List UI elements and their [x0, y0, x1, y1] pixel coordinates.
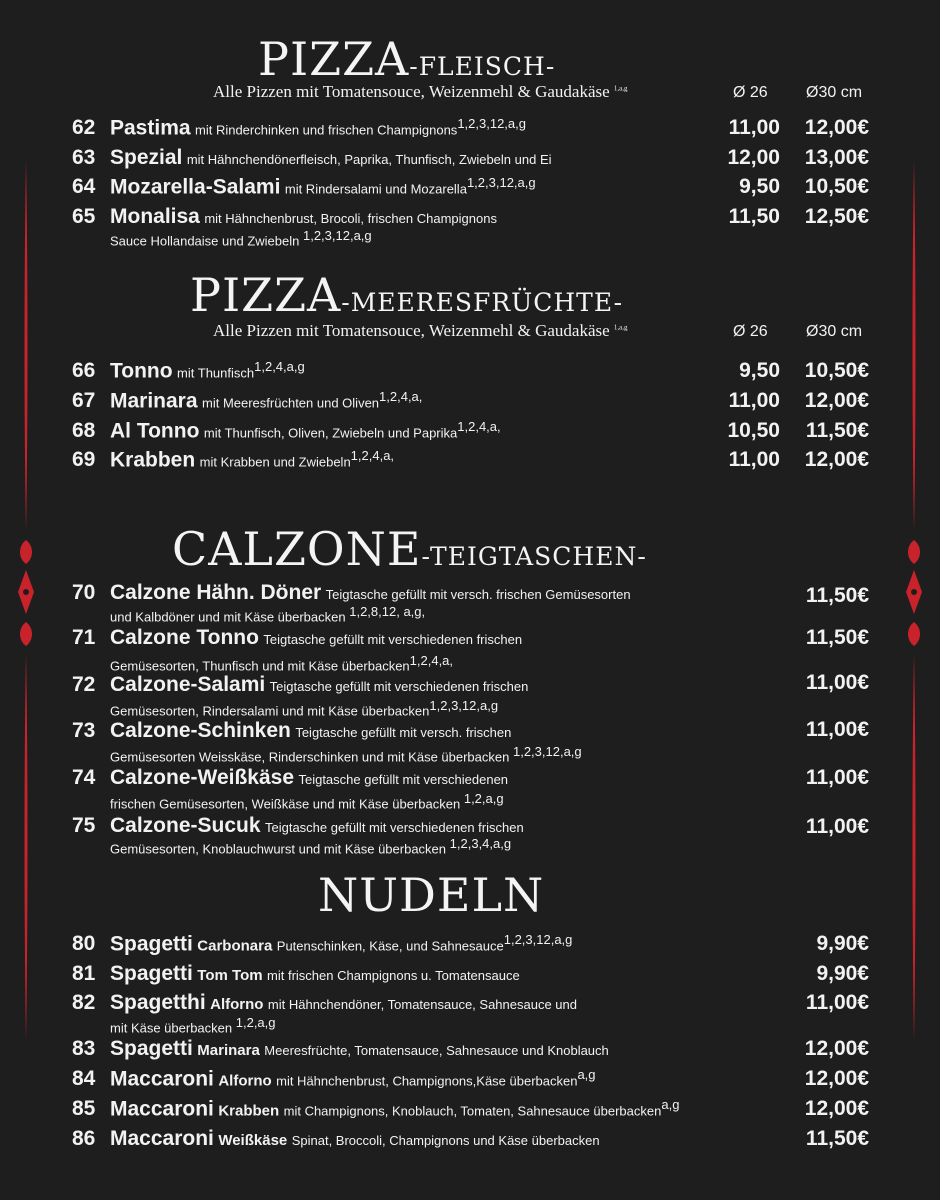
section-title-main: CALZONE [172, 522, 422, 576]
item-number: 83 [72, 1037, 96, 1060]
item-description: Meeresfrüchte, Tomatensauce, Sahnesauce und Knoblauch [264, 1043, 609, 1058]
item-number: 70 [72, 581, 96, 604]
item-name: Mozarella-Salami [110, 175, 281, 199]
item-description: mit Meeresfrüchten und Oliven [202, 395, 380, 411]
item-number: 68 [72, 419, 96, 442]
item-description: Teigtasche gefüllt mit versch. frischen [295, 725, 512, 740]
item-price: 9,90€ [816, 962, 869, 985]
item-description: mit Rindersalami und Mozarella [284, 181, 467, 197]
price-30: 10,50€ [804, 175, 869, 198]
item-price: 11,00€ [805, 991, 869, 1014]
section-subtitle [213, 82, 628, 102]
price-26: 9,50 [739, 359, 780, 382]
item-name: Spagetthi [110, 991, 206, 1014]
item-name: Spagetti [110, 1037, 193, 1060]
item-description-cont: mit Käse überbacken [110, 1020, 233, 1036]
item-allergens: 1,2,4,a, [379, 389, 423, 404]
subtitle-allergens: 1,a,g [613, 323, 628, 332]
size-label-30: Ø30 cm [806, 84, 863, 101]
item-description-line2 [110, 1015, 276, 1035]
item-number: 67 [72, 389, 96, 412]
size-label-26: Ø 26 [733, 84, 768, 101]
item-description: mit Hähnchendöner, Tomatensauce, Sahnesauce und [267, 997, 577, 1012]
item-price: 11,00€ [805, 671, 869, 694]
item-name: Krabben [110, 448, 196, 472]
item-price: 12,00€ [804, 1097, 869, 1120]
subtitle-text: Alle Pizzen mit Tomatensouce, Weizenmehl & Gaudakäse [213, 321, 610, 340]
item-name: Maccaroni [110, 1097, 214, 1121]
price-30: 11,50€ [805, 419, 869, 442]
item-allergens: 1,2,4,a, [457, 419, 501, 434]
item-name: Calzone-Weißkäse [110, 766, 295, 789]
price-30: 12,00€ [804, 448, 869, 471]
decorative-ornament-left [14, 160, 38, 1040]
size-label-30: Ø30 cm [806, 323, 863, 340]
section-title-main: PIZZA [258, 32, 410, 86]
item-allergens: 1,2,3,12,a,g [503, 932, 573, 947]
price-26: 9,50 [739, 175, 780, 198]
price-26: 12,00 [727, 146, 780, 169]
decorative-ornament-right [902, 160, 926, 1040]
item-price: 12,00€ [804, 1037, 869, 1060]
item-price: 11,00€ [805, 815, 869, 838]
item-number: 85 [72, 1097, 96, 1120]
item-description-cont: und Kalbdöner und mit Käse überbacken [110, 609, 346, 625]
item-number: 71 [72, 626, 96, 649]
item-variant: Alforno [218, 1072, 272, 1090]
item-description-cont: Sauce Hollandaise und Zwiebeln [110, 233, 300, 249]
item-allergens: 1,2,3,12,a,g [457, 116, 526, 131]
price-26: 11,00 [728, 389, 780, 412]
item-price: 11,00€ [805, 766, 869, 789]
item-description: mit Rinderchinken und frischen Champignons [195, 122, 458, 138]
item-description-cont: Gemüsesorten, Thunfisch und mit Käse überbacken [110, 658, 410, 674]
item-description-line2 [110, 698, 498, 718]
section-title-sub: -FLEISCH- [409, 52, 556, 81]
item-allergens: a,g [577, 1067, 596, 1082]
item-allergens: 1,2,3,12,a,g [512, 744, 582, 759]
item-name: Calzone Hähn. Döner [110, 581, 322, 604]
item-number: 72 [72, 673, 96, 696]
item-name: Monalisa [110, 205, 200, 228]
item-name: Spagetti [110, 932, 193, 956]
item-allergens: 1,2,a,g [235, 1015, 276, 1030]
item-name: Al Tonno [110, 419, 200, 443]
item-description-line2 [110, 604, 425, 624]
item-number: 69 [72, 448, 96, 471]
item-number: 84 [72, 1067, 96, 1090]
item-name: Tonno [110, 359, 173, 383]
section-title [172, 522, 647, 576]
section-title-main: NUDELN [318, 868, 545, 922]
price-26: 11,50 [728, 205, 780, 228]
item-description: Teigtasche gefüllt mit verschiedenen frischen [269, 679, 529, 694]
section-subtitle [213, 321, 628, 341]
item-number: 75 [72, 814, 96, 837]
item-allergens: 1,2,8,12, a,g, [349, 604, 426, 619]
item-number: 80 [72, 932, 96, 955]
section-title-sub: -MEERESFRÜCHTE- [341, 288, 624, 317]
item-description: Teigtasche gefüllt mit verschiedenen frischen [263, 632, 523, 647]
section-title-main: PIZZA [190, 268, 342, 322]
section-title [190, 268, 623, 322]
item-name: Maccaroni [110, 1127, 214, 1150]
item-number: 63 [72, 146, 96, 169]
item-description: mit Hähnchenbrust, Champignons,Käse überbacken [276, 1073, 578, 1089]
item-price: 11,50€ [805, 1127, 869, 1150]
item-number: 65 [72, 205, 96, 228]
item-description: Spinat, Broccoli, Champignons und Käse überbacken [291, 1133, 600, 1148]
item-description: mit Hähnchendönerfleisch, Paprika, Thunfisch, Zwiebeln und Ei [186, 152, 552, 167]
item-name: Calzone-Schinken [110, 719, 291, 742]
item-allergens: 1,2,3,4,a,g [449, 836, 512, 851]
item-allergens: 1,2,4,a, [350, 448, 395, 463]
item-description-line2 [110, 836, 511, 856]
item-price: 9,90€ [816, 932, 869, 955]
section-title-sub: -TEIGTASCHEN- [421, 542, 647, 571]
item-number: 82 [72, 991, 96, 1014]
item-number: 74 [72, 766, 96, 789]
item-name: Calzone-Sucuk [110, 814, 261, 837]
price-26: 10,50 [727, 419, 780, 442]
section-title [318, 868, 544, 922]
item-price: 11,50€ [805, 626, 869, 649]
section-title [258, 32, 555, 86]
price-30: 12,50€ [804, 205, 869, 228]
item-price: 11,00€ [805, 718, 869, 741]
item-description-line2 [110, 228, 372, 248]
item-description-line2 [110, 744, 582, 764]
price-30: 12,00€ [804, 389, 869, 412]
item-description-cont: Gemüsesorten Weisskäse, Rinderschinken und mit Käse überbacken [110, 749, 510, 765]
subtitle-allergens: 1,a,g [613, 84, 628, 93]
item-description-cont: Gemüsesorten, Knoblauchwurst und mit Käse überbacken [110, 841, 447, 857]
item-allergens: 1,2,3,12,a,g [302, 228, 372, 243]
item-allergens: 1,2,a,g [463, 791, 504, 806]
item-name: Spezial [110, 146, 183, 169]
size-label-26: Ø 26 [733, 323, 768, 340]
item-name: Marinara [110, 389, 198, 413]
item-number: 86 [72, 1127, 96, 1150]
item-allergens: 1,2,4,a,g [254, 359, 305, 374]
item-number: 64 [72, 175, 96, 198]
item-name: Pastima [110, 116, 191, 140]
item-description: mit Hähnchenbrust, Brocoli, frischen Champignons [204, 211, 497, 226]
price-26: 11,00 [728, 448, 780, 471]
item-name: Calzone-Salami [110, 673, 266, 696]
item-allergens: 1,2,4,a, [409, 653, 454, 668]
item-description: mit frischen Champignons u. Tomatensauce [267, 968, 520, 983]
item-number: 81 [72, 962, 96, 985]
item-description: mit Thunfisch [177, 365, 255, 381]
item-name: Calzone Tonno [110, 626, 259, 649]
item-allergens: 1,2,3,12,a,g [429, 698, 499, 713]
item-allergens: 1,2,3,12,a,g [466, 175, 536, 190]
item-description: mit Thunfisch, Oliven, Zwiebeln und Paprika [203, 425, 458, 441]
item-allergens: a,g [661, 1097, 680, 1112]
item-description: Teigtasche gefüllt mit verschiedenen frischen [264, 820, 524, 835]
item-description: mit Krabben und Zwiebeln [199, 454, 351, 470]
item-number: 66 [72, 359, 96, 382]
item-variant: Carbonara [197, 937, 273, 955]
item-number: 62 [72, 116, 96, 139]
price-30: 13,00€ [804, 146, 869, 169]
item-variant: Weißkäse [218, 1132, 288, 1149]
item-description-cont: Gemüsesorten, Rindersalami und mit Käse überbacken [110, 703, 430, 719]
item-variant: Tom Tom [197, 967, 263, 984]
item-description-line2 [110, 791, 504, 811]
price-30: 10,50€ [804, 359, 869, 382]
item-description: Teigtasche gefüllt mit verschiedenen [298, 772, 509, 787]
item-description: Putenschinken, Käse, und Sahnesauce [276, 938, 504, 954]
item-variant: Krabben [218, 1102, 280, 1120]
subtitle-text: Alle Pizzen mit Tomatensouce, Weizenmehl & Gaudakäse [213, 82, 610, 101]
price-26: 11,00 [728, 116, 780, 139]
item-name: Maccaroni [110, 1067, 214, 1091]
item-price: 12,00€ [804, 1067, 869, 1090]
item-name: Spagetti [110, 962, 193, 985]
item-description-cont: frischen Gemüsesorten, Weißkäse und mit Käse überbacken [110, 796, 461, 812]
price-30: 12,00€ [804, 116, 869, 139]
item-description: mit Champignons, Knoblauch, Tomaten, Sahnesauce überbacken [283, 1103, 662, 1119]
item-number: 73 [72, 719, 96, 742]
item-variant: Marinara [197, 1042, 260, 1059]
item-description-line2 [110, 653, 453, 673]
item-variant: Alforno [210, 996, 264, 1013]
item-description: Teigtasche gefüllt mit versch. frischen Gemüsesorten [325, 587, 631, 602]
item-price: 11,50€ [805, 584, 869, 607]
